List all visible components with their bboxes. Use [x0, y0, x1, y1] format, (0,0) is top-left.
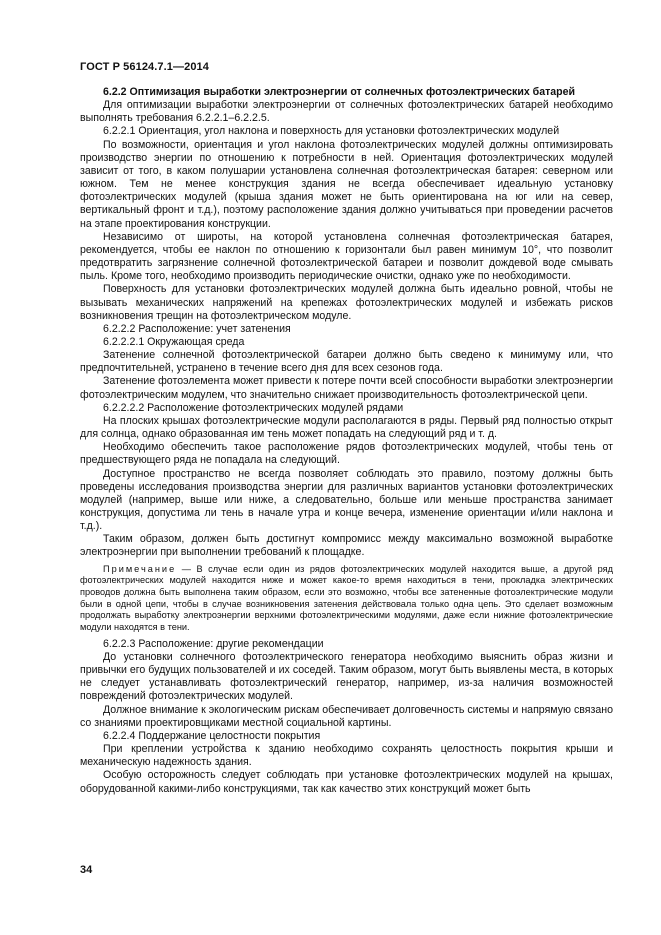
- paragraph: Поверхность для установки фотоэлектрических модулей должна быть идеально ровной, чтобы не вызывать механических напряжений на крепежах фотоэлектрических модулей и избежать рисков возникновения трещин на фотоэлектрическом модуле.: [80, 283, 613, 322]
- paragraph: Особую осторожность следует соблюдать при установке фотоэлектрических модулей на крышах, оборудованной какими-либо конструкциями, так как качество этих конструкций может быть: [80, 769, 613, 795]
- paragraph: Затенение фотоэлемента может привести к потере почти всей способности выработки электроэнергии фотоэлектрическим модулем, что значительно снижает производительность фотоэлектрической цепи.: [80, 375, 613, 401]
- paragraph: Независимо от широты, на которой установлена солнечная фотоэлектрическая батарея, рекомендуется, чтобы ее наклон по отношению к горизонтали был равен минимум 10°, что позволит предотвратить загрязнение солнечной фотоэлектрической батареи и позволит дождевой воде смывать пыль. Кроме того, необходимо производить периодические очистки, однако уже по необходимости.: [80, 230, 613, 283]
- paragraph: До установки солнечного фотоэлектрического генератора необходимо выяснить образ жизни и привычки его будущих пользователей и их соседей. Таким образом, могут быть выявлены места, в которых не следует устанавливать фотоэлектрический генератор, например, из-за наличия возможностей повреждений фотоэлектрических модулей.: [80, 651, 613, 703]
- document-body: [80, 86, 613, 796]
- subsection-title-6223: 6.2.2.3 Расположение: другие рекомендации: [103, 637, 324, 650]
- paragraph: Должное внимание к экологическим рискам обеспечивает долговечность системы и напрямую связано со знаниями проектировщиками местной социальной картины.: [80, 703, 613, 729]
- subsection-title-6222: 6.2.2.2 Расположение: учет затенения: [103, 322, 291, 335]
- document-code: ГОСТ Р 56124.7.1—2014: [80, 61, 209, 73]
- subsection-title-6224: 6.2.2.4 Поддержание целостности покрытия: [103, 729, 321, 742]
- note-text: — В случае если один из рядов фотоэлектрических модулей находится выше, а другой ряд фотоэлектрических модулей находится ниже и может какое-то время находиться в тени, прокладка электрических проводов должна быть выполнена таким образом, если это возможно, чтобы все затененные фотоэлектрические модули были в одной цепи, чтобы в случае возникновения затенения действовала только одна цепь. Это сделает возможным продолжать выработку электроэнергии верхними фотоэлектрическими модулями, даже если нижние фотоэлектрические модули находятся в тени.: [80, 563, 613, 633]
- paragraph: По возможности, ориентация и угол наклона фотоэлектрических модулей должны оптимизировать производство энергии по отношению к потребности в ней. Ориентация фотоэлектрических модулей зависит от того, в каком полушарии установлена солнечная фотоэлектрическая батарея: северном или южном. Тем не менее конструкция здания не всегда обеспечивает идеальную установку фотоэлектрических модулей (крыша здания может не быть ориентирована на юг или на север, вертикальный фронт и т.д.), поэтому расположение здания должно учитываться при проведении расчетов на этапе проектирования конструкции.: [80, 138, 613, 230]
- subsection-title-62222: 6.2.2.2.2 Расположение фотоэлектрических модулей рядами: [103, 401, 404, 414]
- paragraph: При креплении устройства к зданию необходимо сохранять целостность покрытия крыши и механическую надежность здания.: [80, 743, 613, 769]
- paragraph: На плоских крышах фотоэлектрические модули располагаются в ряды. Первый ряд полностью открыт для солнца, однако образованная им тень может попадать на следующий ряд и т. д.: [80, 414, 613, 441]
- note-label: Примечание: [103, 563, 177, 574]
- paragraph: Доступное пространство не всегда позволяет соблюдать это правило, поэтому должны быть проведены исследования производства энергии для различных вариантов установки фотоэлектрических модулей (например, выше или ниже, а следовательно, больше или меньше пространства занимает конструкция, допустима ли тень в начале утра и конце вечера, изменение ориентации и/или наклона и т.д.).: [80, 467, 613, 533]
- section-heading: 6.2.2 Оптимизация выработки электроэнергии от солнечных фотоэлектрических батарей: [103, 86, 576, 98]
- paragraph: Необходимо обеспечить такое расположение рядов фотоэлектрических модулей, чтобы тень от предшествующего ряда не попадала на следующий.: [80, 441, 613, 467]
- note: [80, 564, 613, 634]
- subsection-title-62221: 6.2.2.2.1 Окружающая среда: [103, 335, 245, 348]
- page-number: 34: [80, 864, 93, 876]
- paragraph: Таким образом, должен быть достигнут компромисс между максимально возможной выработке электроэнергии при выполнении требований к площадке.: [80, 533, 613, 559]
- paragraph: Затенение солнечной фотоэлектрической батареи должно быть сведено к минимуму или, что предпочтительней, устранено в течение всего дня для всех сезонов года.: [80, 349, 613, 375]
- subsection-title-6221: 6.2.2.1 Ориентация, угол наклона и поверхность для установки фотоэлектрических модулей: [103, 125, 560, 138]
- section-intro: Для оптимизации выработки электроэнергии от солнечных фотоэлектрических батарей необходимо выполнять требования 6.2.2.1–6.2.2.5.: [80, 99, 613, 125]
